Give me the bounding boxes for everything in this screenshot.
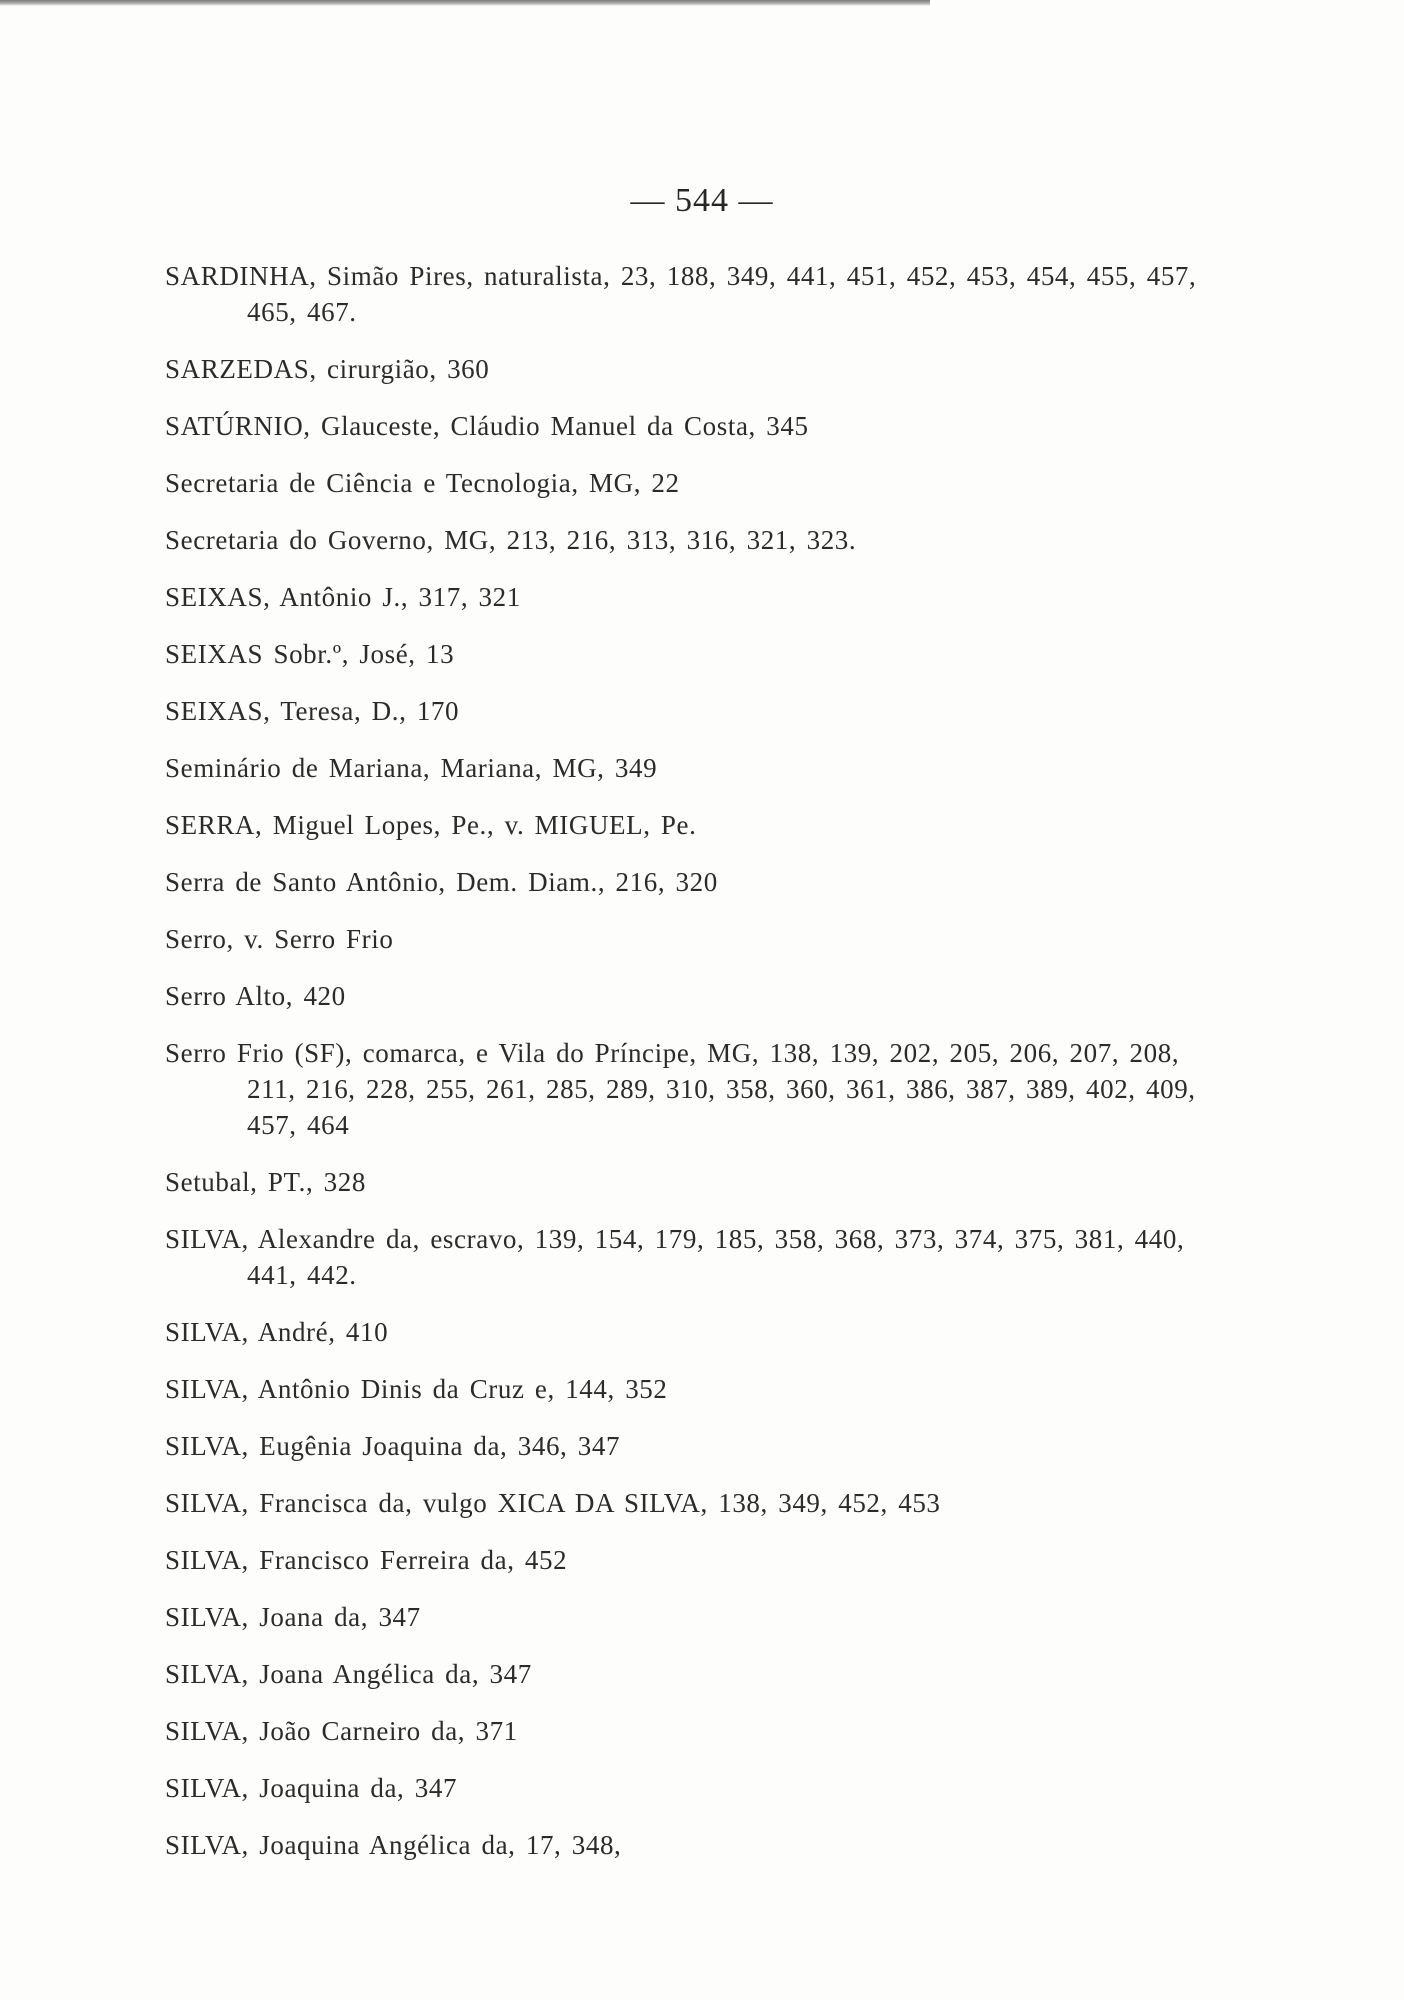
index-entry: SERRA, Miguel Lopes, Pe., v. MIGUEL, Pe. xyxy=(165,810,697,840)
index-entry: SEIXAS, Teresa, D., 170 xyxy=(165,696,460,726)
page-number: — 544 — xyxy=(630,182,774,219)
index-entry: SATÚRNIO, Glauceste, Cláudio Manuel da Costa, 345 xyxy=(165,411,809,441)
index-entry: Secretaria de Ciência e Tecnologia, MG, 22 xyxy=(165,468,680,498)
top-edge-rule xyxy=(0,0,930,6)
index-entry: SARZEDAS, cirurgião, 360 xyxy=(165,354,490,384)
index-entry: SILVA, Joaquina da, 347 xyxy=(165,1773,458,1803)
index-entry: SILVA, Francisco Ferreira da, 452 xyxy=(165,1545,568,1575)
index-entry: SILVA, Francisca da, vulgo XICA DA SILVA, 138, 349, 452, 453 xyxy=(165,1488,941,1518)
index-entry: Serro, v. Serro Frio xyxy=(165,924,394,954)
index-entry: SILVA, André, 410 xyxy=(165,1317,389,1347)
index-entry: Seminário de Mariana, Mariana, MG, 349 xyxy=(165,753,658,783)
index-entry: Serro Frio (SF), comarca, e Vila do Príncipe, MG, 138, 139, 202, 205, 206, 207, 208, 211, 216, 228, 255, 261, 285, 289, 310, 358, 360, 361, 386, 387, 389, 402, 409, 457, 464 xyxy=(165,1038,1196,1140)
index-entry: SEIXAS Sobr.º, José, 13 xyxy=(165,639,455,669)
index-entry: Serra de Santo Antônio, Dem. Diam., 216, 320 xyxy=(165,867,718,897)
index-entry: Setubal, PT., 328 xyxy=(165,1167,366,1197)
index-entry: SILVA, Alexandre da, escravo, 139, 154, 179, 185, 358, 368, 373, 374, 375, 381, 440, 441, 442. xyxy=(165,1224,1185,1290)
index-entry: SILVA, Joana da, 347 xyxy=(165,1602,421,1632)
index-entry: Secretaria do Governo, MG, 213, 216, 313, 316, 321, 323. xyxy=(165,525,857,555)
index-list xyxy=(165,258,1205,1884)
index-entry: SARDINHA, Simão Pires, naturalista, 23, 188, 349, 441, 451, 452, 453, 454, 455, 457, 465, 467. xyxy=(165,261,1197,327)
index-entry: SILVA, João Carneiro da, 371 xyxy=(165,1716,518,1746)
index-entry: SILVA, Eugênia Joaquina da, 346, 347 xyxy=(165,1431,621,1461)
index-entry: SILVA, Antônio Dinis da Cruz e, 144, 352 xyxy=(165,1374,668,1404)
index-entry: SILVA, Joaquina Angélica da, 17, 348, xyxy=(165,1830,622,1860)
index-entry: SEIXAS, Antônio J., 317, 321 xyxy=(165,582,521,612)
index-entry: SILVA, Joana Angélica da, 347 xyxy=(165,1659,532,1689)
index-entry: Serro Alto, 420 xyxy=(165,981,346,1011)
